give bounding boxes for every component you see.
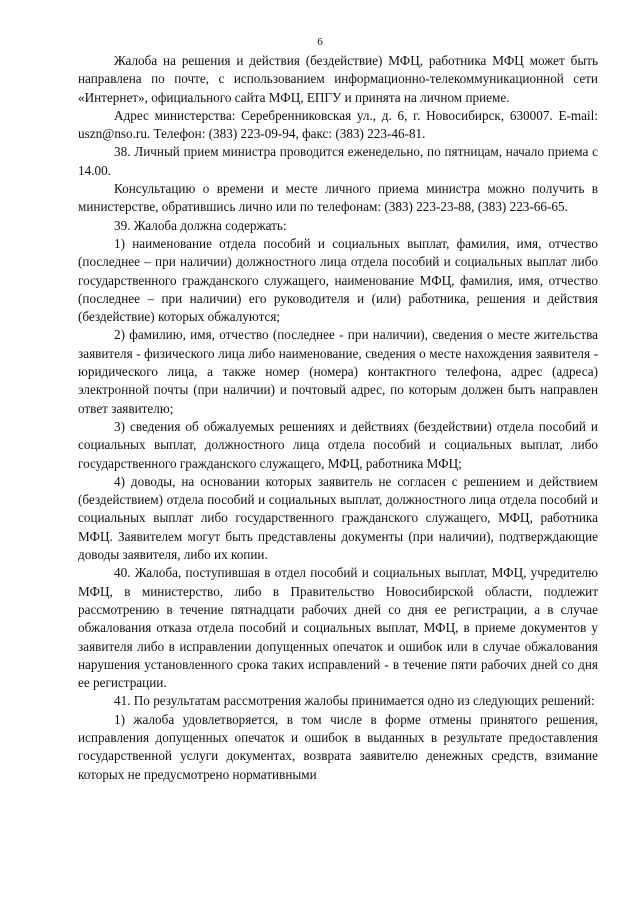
paragraph-39-item-3: 3) сведения об обжалуемых решениях и действиях (бездействии) отдела пособий и социальных выплат, должностного лица отдела пособий и социальных выплат, либо государственного гражданского служащего, МФЦ, работника МФЦ; <box>78 418 598 471</box>
paragraph-39-heading: 39. Жалоба должна содержать: <box>114 217 287 233</box>
paragraph-39-item-2: 2) фамилию, имя, отчество (последнее - при наличии), сведения о месте жительства заявителя - физического лица либо наименование, сведения о месте нахождения заявителя - юридического лица, а также номер (номера) контактного телефона, адрес (адреса) электронной почты (при наличии) и почтовый адрес, по которым должен быть направлен ответ заявителю; <box>78 327 598 416</box>
paragraph-complaint-channels: Жалоба на решения и действия (бездействие) МФЦ, работника МФЦ может быть направлена по почте, с использованием информационно-телекоммуникационной сети «Интернет», официального сайта МФЦ, ЕПГУ и принята на личном приеме. <box>78 53 598 105</box>
document-body <box>78 52 598 784</box>
paragraph-41-item-1: 1) жалоба удовлетворяется, в том числе в форме отмены принятого решения, исправления допущенных опечаток и ошибок в выданных в результате предоставления государственной услуги документах, возврата заявителю денежных средств, взимание которых не предусмотрено нормативными <box>78 711 598 782</box>
page-number: 6 <box>317 36 323 48</box>
paragraph-39-item-1: 1) наименование отдела пособий и социальных выплат, фамилия, имя, отчество (последнее – при наличии) должностного лица отдела пособий и социальных выплат либо государственного гражданского служащего, наименование МФЦ, фамилия, имя, отчество (последнее – при наличии) его руководителя и (или) работника, решения и действия (бездействие) которых обжалуются; <box>78 235 598 325</box>
paragraph-39-item-4: 4) доводы, на основании которых заявитель не согласен с решением и действием (бездействием) отдела пособий и социальных выплат, должностного лица отдела пособий и социальных выплат либо государственного гражданского служащего, МФЦ, работника МФЦ. Заявителем могут быть представлены документы (при наличии), подтверждающие доводы заявителя, либо их копии. <box>78 473 598 563</box>
paragraph-41-heading: 41. По результатам рассмотрения жалобы принимается одно из следующих решений: <box>114 693 595 709</box>
paragraph-38-reception: 38. Личный прием министра проводится еженедельно, по пятницам, начало приема с 14.00. <box>78 144 598 178</box>
paragraph-ministry-address: Адрес министерства: Серебренниковская ул., д. 6, г. Новосибирск, 630007. E-mail: uszn@nso.ru. Телефон: (383) 223-09-94, факс: (383) 223-46-81. <box>78 107 598 142</box>
paragraph-40: 40. Жалоба, поступившая в отдел пособий и социальных выплат, МФЦ, учредителю МФЦ, в министерство, либо в Правительство Новосибирской области, подлежит рассмотрению в течение пятнадцати рабочих дней со дня ее регистрации, а в случае обжалования отказа отдела пособий и социальных выплат, МФЦ, в приеме документов у заявителя либо в исправлении допущенных опечаток и ошибок или в случае обжалования нарушения установленного срока таких исправлений - в течение пяти рабочих дней со дня ее регистрации. <box>78 565 598 691</box>
paragraph-consultation: Консультацию о времени и месте личного приема министра можно получить в министерстве, обратившись лично или по телефонам: (383) 223-23-88, (383) 223-66-65. <box>78 181 598 215</box>
